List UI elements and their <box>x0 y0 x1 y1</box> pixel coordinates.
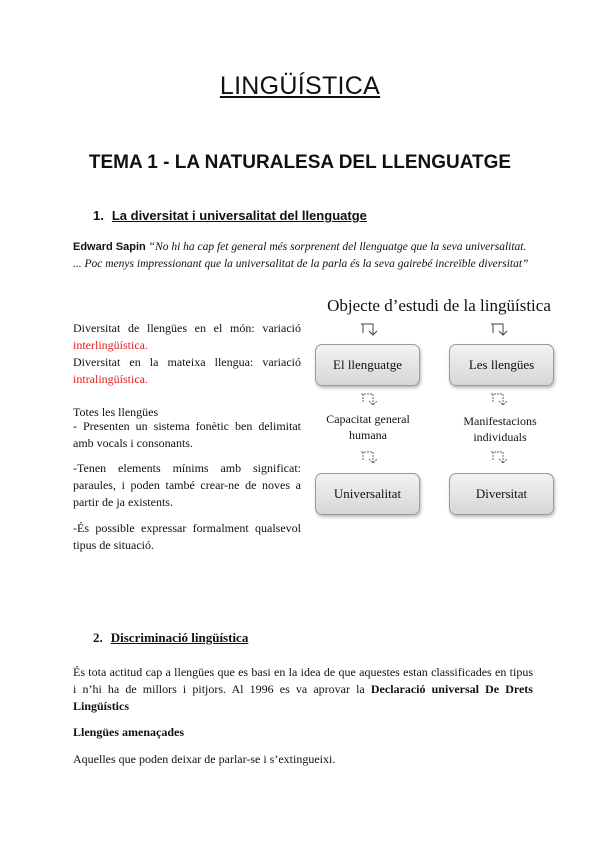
sapin-quote <box>73 239 533 273</box>
arrow-down-icon <box>489 392 509 408</box>
quote-text: “No hi ha cap fet general més sorprenent del llenguatge que la seva universalitat. ... Poc menys impressionant que la universalitat de la parla és la seva gairebé increïble diversitat” <box>73 241 529 270</box>
arrow-down-icon <box>489 322 509 338</box>
box-el-llenguatge <box>315 344 420 386</box>
intralinguistic-text: Diversitat en la mateixa llengua: variació <box>73 355 301 369</box>
interlinguistic-text: Diversitat de llengües en el món: variació <box>73 321 301 335</box>
interlinguistic-paragraph <box>73 320 301 354</box>
list-item-meaning: -Tenen elements mínims amb significat: paraules, i poden també crear-ne de noves a partir de ja existents. <box>73 461 301 509</box>
arrow-down-icon <box>489 450 509 466</box>
box-diversitat <box>449 473 554 515</box>
quote-author: Edward Sapin <box>73 241 146 253</box>
box-diversitat-label: Diversitat <box>475 486 528 501</box>
tema-title: TEMA 1 - LA NATURALESA DEL LLENGUATGE <box>88 152 512 173</box>
list-intro: Totes les llengües <box>73 405 159 419</box>
endangered-languages-text: Aquelles que poden deixar de parlar-se i s’extingueixi. <box>73 752 336 766</box>
section-2-title: Discriminació lingüística <box>110 630 249 645</box>
intralinguistic-term: intralingüística. <box>73 372 148 386</box>
arrow-down-icon <box>359 392 379 408</box>
box-universalitat <box>315 473 420 515</box>
label-manifestacions: Manifestacions individuals <box>463 414 537 444</box>
section-1-title: La diversitat i universalitat del llenguatge <box>111 208 367 223</box>
box-universalitat-label: Universalitat <box>333 486 402 501</box>
interlinguistic-term: interlingüística. <box>73 338 148 352</box>
list-item-expression: -És possible expressar formalment qualsevol tipus de situació. <box>73 521 301 552</box>
box-les-llengues-label: Les llengües <box>468 357 535 372</box>
declaration-name: Declaració universal De Drets Lingüístics <box>73 682 533 713</box>
arrow-down-icon <box>359 322 379 338</box>
box-les-llengues <box>449 344 554 386</box>
section-2-heading <box>93 630 248 646</box>
document-title: LINGÜÍSTICA <box>219 72 381 100</box>
label-capacitat-general: Capacitat general humana <box>326 412 410 442</box>
box-el-llenguatge-label: El llenguatge <box>333 357 402 372</box>
section-2-number: 2. <box>93 630 103 645</box>
diagram-title: Objecte d’estudi de la lingüística <box>327 296 551 315</box>
discrimination-paragraph <box>73 664 533 715</box>
study-object-diagram <box>313 296 565 526</box>
intralinguistic-paragraph <box>73 354 301 388</box>
list-item-phonetic: - Presenten un sistema fonètic ben delimitat amb vocals i consonants. <box>73 419 301 450</box>
section-1-heading <box>93 208 367 223</box>
discrimination-text: És tota actitud cap a llengües que es basi en la idea de que aquestes estan classificades en tipus i n’hi ha de millors i pitjors. Al 1996 es va aprovar la <box>73 665 533 696</box>
endangered-languages-heading: Llengües amenaçades <box>73 725 184 739</box>
section-1-number: 1. <box>93 208 104 223</box>
arrow-down-icon <box>359 450 379 466</box>
